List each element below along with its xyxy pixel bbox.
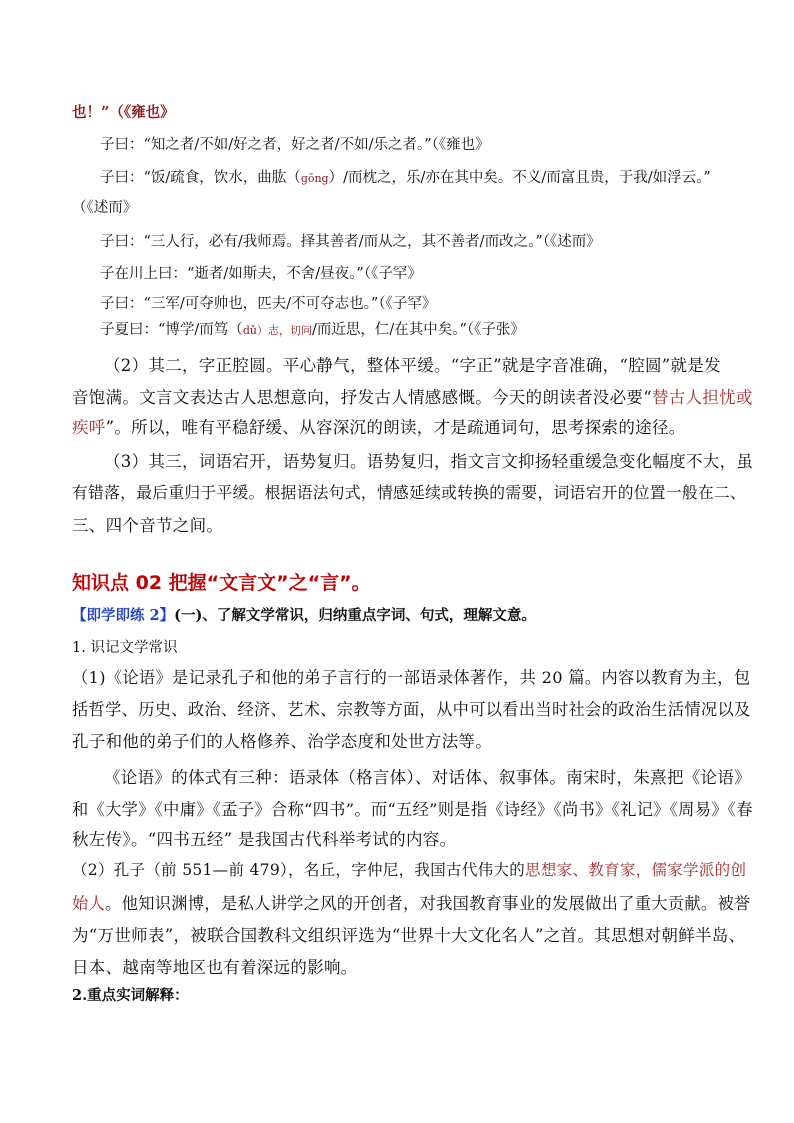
lunyu-line-3: 孔子和他的弟子们的人格修养、治学态度和处世方法等。 bbox=[72, 732, 492, 751]
paragraph-text: 。他知识渊博，是私人讲学之风的开创者，对我国教育事业的发展做出了重大贡献。被誉 bbox=[105, 894, 751, 913]
highlight-text: 思想家、教育家，儒家学派的创 bbox=[525, 861, 747, 879]
para3-line-1 bbox=[104, 448, 753, 472]
lunyu-line-1: （1)《论语》是记录孔子和他的弟子言行的一部语录体著作，共 20 篇。内容以教育为主，包 bbox=[72, 668, 751, 687]
subheading-2: 2.重点实词解释： bbox=[72, 987, 189, 1004]
kongzi-line-4: 日本、越南等地区也有着深远的影响。 bbox=[72, 958, 358, 977]
para2-line-2 bbox=[72, 384, 753, 408]
highlight-text: 始人 bbox=[72, 894, 106, 913]
para2-line-3 bbox=[72, 414, 686, 438]
practice-label: 【即学即练 2】 bbox=[72, 607, 175, 624]
quote-line-3 bbox=[100, 230, 601, 251]
practice-line bbox=[72, 604, 536, 625]
quote-text: 也！”（《雍也》 bbox=[72, 104, 175, 121]
quote-line-1 bbox=[100, 133, 490, 154]
paragraph-text: （2）其二，字正腔圆。平心静气，整体平缓。“字正”就是字音准确，“腔圆”就是发 bbox=[104, 356, 721, 375]
paragraph-text: （2）孔子（前 551—前 479），名丘，字仲尼，我国古代伟大的 bbox=[72, 861, 526, 879]
quote-text: 子曰：“知之者/不如/好之者，好之者/不如/乐之者。”（《雍也》 bbox=[100, 137, 490, 153]
paragraph-text: 音饱满。文言文表达古人思想意向，抒发古人情感感慨。今天的朗读者没必要“ bbox=[72, 388, 652, 407]
subheading-1: 1. 识记文学常识 bbox=[72, 640, 178, 656]
para3-line-2 bbox=[72, 480, 746, 503]
quote-source: （《述而》 bbox=[72, 200, 138, 216]
paragraph-text: 三、四个音节之间。 bbox=[72, 516, 224, 535]
quote-line-0 bbox=[72, 101, 175, 122]
quote-text: 子曰：“三军/可夺帅也，匹夫/不可夺志也。”（《子罕》 bbox=[100, 296, 437, 312]
quote-text: ）/而枕之，乐/亦在其中矣。不义/而富且贵，于我/如浮云。” bbox=[328, 170, 711, 186]
para2-line-1 bbox=[104, 352, 721, 376]
highlight-text: 替古人担忧或 bbox=[651, 388, 753, 407]
paragraph-text: （3）其三，词语宕开，语势复归。语势复归，指文言文抑扬轻重缓急变化幅度不大，虽 bbox=[104, 452, 754, 471]
para3-line-3 bbox=[72, 512, 223, 536]
lunyu-line-2: 括哲学、历史、政治、经济、艺术、宗教等方面，从中可以看出当时社会的政治生活情况以及 bbox=[72, 700, 751, 719]
paragraph-text: 有错落，最后重归于平缓。根据语法句式，情感延续或转换的需要，词语宕开的位置一般在二、 bbox=[72, 483, 747, 502]
quote-text: 子夏曰：“博学/而笃（ bbox=[100, 322, 243, 338]
paragraph-text: ”。所以，唯有平稳舒缓、从容深沉的朗读，才是疏通词句，思考探索的途径。 bbox=[105, 418, 686, 437]
lunyu-line-5: 和《大学》《中庸》《孟子》合称“四书”。而“五经”则是指《诗经》《尚书》《礼记》《周易》《春 bbox=[72, 800, 753, 819]
highlight-text: 疾呼 bbox=[72, 418, 106, 437]
lunyu-line-4: 《论语》的体式有三种：语录体（格言体）、对话体、叙事体。南宋时，朱熹把《论语》 bbox=[104, 768, 751, 787]
kongzi-line-3: 为“万世师表”，被联合国教科文组织评选为“世界十大文化名人”之首。其思想对朝鲜半岛、 bbox=[72, 926, 746, 945]
lunyu-line-6: 秋左传》。“四书五经” 是我国古代科举考试的内容。 bbox=[72, 830, 457, 849]
quote-line-2 bbox=[100, 166, 711, 187]
quote-line-4 bbox=[100, 262, 422, 283]
kongzi-line-2 bbox=[72, 890, 751, 914]
pinyin-annotation: gōng bbox=[300, 172, 329, 185]
quote-source-2 bbox=[72, 196, 137, 217]
pinyin-annotation: dǔ）志，切问 bbox=[242, 324, 312, 337]
practice-text: (一)、了解文学常识，归纳重点字词、句式，理解文意。 bbox=[174, 607, 536, 624]
quote-text: /而近思，仁/在其中矣。”（《子张》 bbox=[311, 322, 525, 338]
kongzi-line-1 bbox=[72, 858, 746, 880]
quote-text: 子曰：“饭/疏食，饮水，曲肱（ bbox=[100, 170, 301, 186]
section-heading: 知识点 02 把握“文言文”之“言”。 bbox=[72, 572, 371, 594]
quote-line-5 bbox=[100, 292, 436, 313]
quote-line-6 bbox=[100, 318, 525, 339]
quote-text: 子在川上曰：“逝者/如斯夫，不舍/昼夜。”（《子罕》 bbox=[100, 266, 422, 282]
quote-text: 子曰：“三人行，必有/我师焉。择其善者/而从之，其不善者/而改之。”（《述而》 bbox=[100, 234, 601, 250]
